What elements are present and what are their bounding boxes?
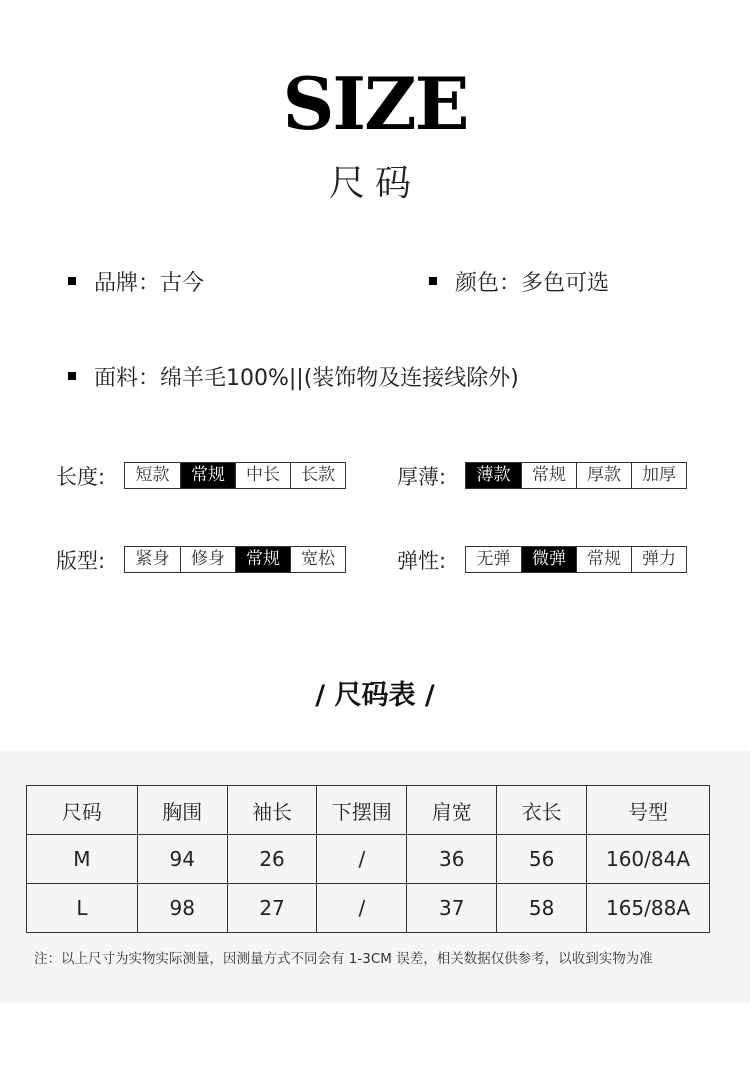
- table-header-cell: 下摆围: [317, 786, 407, 835]
- table-cell: L: [27, 884, 138, 933]
- table-cell: /: [317, 884, 407, 933]
- option-slim: 修身: [180, 547, 235, 572]
- attr-fit: [56, 546, 346, 573]
- options-group: [465, 546, 687, 573]
- attr-length: [56, 462, 346, 489]
- attr-thickness: [397, 462, 687, 489]
- attr-elasticity: [397, 546, 687, 573]
- size-title: SIZE: [282, 61, 468, 146]
- option-medium-long: 中长: [235, 463, 290, 488]
- option-regular: 常规: [521, 463, 576, 488]
- table-cell: 58: [497, 884, 587, 933]
- bullet-icon: [68, 277, 76, 285]
- option-thick: 厚款: [576, 463, 631, 488]
- table-cell: 165/88A: [587, 884, 710, 933]
- option-stretch: 弹力: [631, 547, 686, 572]
- option-no-stretch: 无弹: [476, 549, 511, 569]
- options-group: [465, 462, 687, 489]
- brand-text: 品牌：古今: [94, 271, 205, 296]
- option-regular: 常规: [180, 463, 235, 488]
- table-cell: 94: [137, 835, 227, 884]
- table-cell: M: [27, 835, 138, 884]
- table-header-cell: 号型: [587, 786, 710, 835]
- attr-label: 厚薄:: [397, 464, 447, 489]
- fabric-info: [68, 364, 519, 394]
- table-cell: 37: [407, 884, 497, 933]
- table-cell: /: [317, 835, 407, 884]
- bullet-icon: [68, 372, 76, 380]
- size-table-title: / 尺码表 /: [315, 680, 435, 711]
- table-row: [27, 835, 710, 884]
- table-header-cell: 胸围: [137, 786, 227, 835]
- table-cell: 26: [227, 835, 317, 884]
- bullet-icon: [429, 277, 437, 285]
- table-header-row: [27, 786, 710, 835]
- option-extra-thick: 加厚: [631, 463, 686, 488]
- fabric-text: 面料：绵羊毛100%||(装饰物及连接线除外): [94, 366, 519, 391]
- color-text: 颜色：多色可选: [455, 271, 610, 296]
- table-header-cell: 衣长: [497, 786, 587, 835]
- attr-label: 长度:: [56, 464, 106, 489]
- option-regular: 常规: [235, 547, 290, 572]
- size-table: [26, 785, 710, 933]
- brand-info: [68, 269, 204, 299]
- table-row: [27, 884, 710, 933]
- table-cell: 27: [227, 884, 317, 933]
- size-subtitle: 尺码: [328, 163, 421, 204]
- attr-label: 弹性:: [397, 548, 447, 573]
- table-header-cell: 尺码: [27, 786, 138, 835]
- option-short: 短款: [135, 465, 170, 485]
- option-slight-stretch: 微弹: [521, 547, 576, 572]
- option-long: 长款: [290, 463, 345, 488]
- option-tight: 紧身: [135, 549, 170, 569]
- table-cell: 160/84A: [587, 835, 710, 884]
- color-info: [429, 269, 609, 299]
- options-group: [124, 546, 346, 573]
- option-thin: 薄款: [466, 463, 521, 488]
- table-cell: 98: [137, 884, 227, 933]
- option-regular: 常规: [576, 547, 631, 572]
- table-header-cell: 肩宽: [407, 786, 497, 835]
- attr-label: 版型:: [56, 548, 106, 573]
- options-group: [124, 462, 346, 489]
- table-header-cell: 袖长: [227, 786, 317, 835]
- table-cell: 56: [497, 835, 587, 884]
- size-note: 注：以上尺寸为实物实际测量，因测量方式不同会有 1-3CM 误差，相关数据仅供参考，以收到实物为准: [34, 951, 653, 967]
- option-loose: 宽松: [290, 547, 345, 572]
- table-cell: 36: [407, 835, 497, 884]
